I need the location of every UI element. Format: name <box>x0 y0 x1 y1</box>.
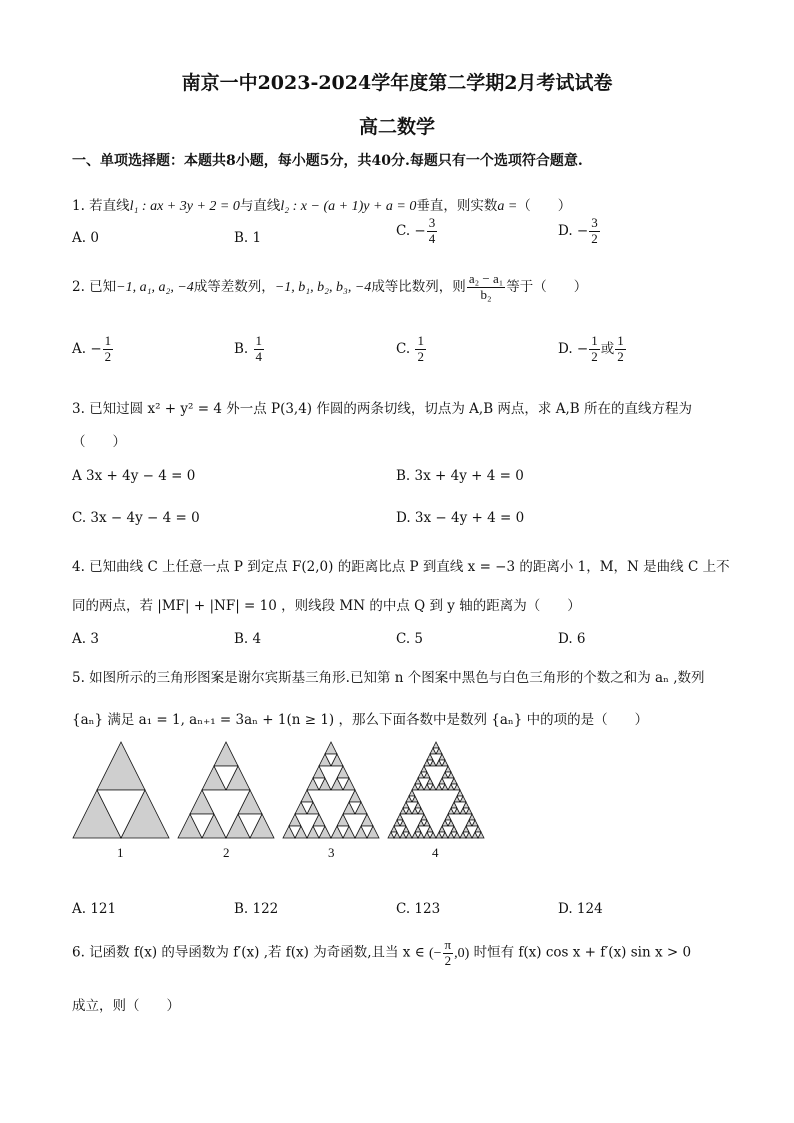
question-1 <box>72 194 571 215</box>
q1-text-1: 1. 若直线 <box>72 198 130 214</box>
q5-option-b: B. 122 <box>234 901 279 917</box>
q2-option-d: D. − $\frac{1}{2}$ 或 $\frac{1}{2}$ <box>558 333 624 364</box>
q2-option-d-fraction-1: $\frac{1}{2}$ <box>591 333 598 364</box>
question-4-line-2: 同的两点，若 |MF| + |NF| = 10 ，则线段 MN 的中点 Q 到 y 轴的距离为（ ） <box>72 598 581 614</box>
q3-option-d: D. 3x − 4y + 4 = 0 <box>396 510 525 526</box>
question-3-line-2: （ ） <box>72 434 126 450</box>
q2-option-c-fraction: $\frac{1}{2}$ <box>417 333 424 364</box>
q5-option-d: D. 124 <box>558 901 603 917</box>
q1-option-c-fraction: $\frac{3}{4}$ <box>428 215 436 246</box>
q2-option-a: A. − $\frac{1}{2}$ <box>72 333 112 364</box>
question-6-line-2: 成立，则（ ） <box>72 998 180 1014</box>
q4-option-b: B. 4 <box>234 631 262 647</box>
figure-label-4: 4 <box>432 845 439 860</box>
q3-option-a: A 3x + 4y − 4 = 0 <box>72 468 196 484</box>
question-5-line-1: 5. 如图所示的三角形图案是谢尔宾斯基三角形.已知第 n 个图案中黑色与白色三角形的个数之和为 aₙ ,数列 <box>72 670 705 686</box>
figure-label-3: 3 <box>328 845 335 860</box>
q1-line-l1: l₁ : ax + 3y + 2 = 0 <box>129 199 240 214</box>
figure-label-2: 2 <box>223 845 230 860</box>
q1-text-4: （ ） <box>517 198 572 214</box>
q1-option-b: B. 1 <box>234 230 262 246</box>
q1-option-c-label: C. − <box>396 222 426 239</box>
q3-option-c: C. 3x − 4y − 4 = 0 <box>72 510 200 526</box>
section-heading: 一、单项选择题：本题共8小题，每小题5分，共40分.每题只有一个选项符合题意. <box>72 153 583 169</box>
sierpinski-figure-1 <box>73 742 169 838</box>
q1-text-3: 垂直，则实数 <box>416 198 498 214</box>
q2-option-d-fraction-2: $\frac{1}{2}$ <box>617 333 624 364</box>
q6-text-1: 6. 记函数 f(x) 的导函数为 f′(x) ,若 f(x) 为奇函数,且当 x ∈ <box>72 944 425 961</box>
q1-option-a: A. 0 <box>72 230 99 246</box>
q3-option-b: B. 3x + 4y + 4 = 0 <box>396 468 524 484</box>
shaded-triangle <box>97 742 145 790</box>
q2-fraction: $\frac{\text{a₂ − a₁}}{\text{b₂}}$ <box>468 271 504 302</box>
q2-text-1: 2. 已知 <box>72 278 117 295</box>
q1-option-d-label: D. − <box>558 222 589 239</box>
question-4-line-1: 4. 已知曲线 C 上任意一点 P 到定点 F(2,0) 的距离比点 P 到直线 x = −3 的距离小 1，M，N 是曲线 C 上不 <box>72 559 730 575</box>
question-2 <box>72 272 587 303</box>
q2-text-4: 等于（ ） <box>506 278 588 295</box>
q2-seq-2: −1, b₁, b₂, b₃, −4 <box>274 279 372 295</box>
exam-title: 南京一中2023-2024学年度第二学期2月考试试卷 <box>181 72 613 94</box>
question-3-line-1: 3. 已知过圆 x² + y² = 4 外一点 P(3,4) 作圆的两条切线，切点为 A,B 两点，求 A,B 所在的直线方程为 <box>72 401 692 417</box>
exam-subtitle: 高二数学 <box>358 116 435 138</box>
q6-text-2: 时恒有 f(x) cos x + f′(x) sin x > 0 <box>473 944 692 961</box>
q5-option-c: C. 123 <box>396 901 441 917</box>
sierpinski-figures <box>70 740 490 866</box>
q6-interval: (− $\frac{\pi}{2}$ ,0) <box>428 937 470 968</box>
q1-option-c <box>396 216 438 247</box>
question-6-line-1 <box>72 938 691 969</box>
figure-label-1: 1 <box>117 845 124 860</box>
shaded-triangle <box>433 742 439 748</box>
question-5-line-2: {aₙ} 满足 a₁ = 1, aₙ₊₁ = 3aₙ + 1(n ≥ 1) ，那么下面各数中是数列 {aₙ} 中的项的是（ ） <box>72 712 649 728</box>
q1-option-d <box>558 216 601 247</box>
q2-option-b: B. $\frac{1}{4}$ <box>234 333 263 364</box>
q2-text-2: 成等差数列， <box>193 278 275 295</box>
q2-option-b-fraction: $\frac{1}{4}$ <box>255 333 263 364</box>
q1-var: a = <box>497 199 518 214</box>
q1-text-2: 与直线 <box>239 198 281 214</box>
q1-line-l2: l₂ : x − (a + 1)y + a = 0 <box>280 199 417 214</box>
q2-seq-1: −1, a₁, a₂, −4 <box>116 279 194 295</box>
sierpinski-figure-4 <box>388 742 484 838</box>
shaded-triangle <box>214 742 238 766</box>
q2-text-3: 成等比数列，则 <box>371 278 466 295</box>
q5-option-a: A. 121 <box>72 901 117 917</box>
sierpinski-figure-3 <box>283 742 379 838</box>
q2-option-c: C. $\frac{1}{2}$ <box>396 333 424 364</box>
q4-option-d: D. 6 <box>558 631 586 647</box>
q2-option-a-fraction: $\frac{1}{2}$ <box>104 333 112 364</box>
shaded-triangle <box>325 742 337 754</box>
q1-option-d-fraction: $\frac{3}{2}$ <box>591 215 598 246</box>
sierpinski-figure-2 <box>178 742 274 838</box>
q4-option-a: A. 3 <box>72 631 99 647</box>
q4-option-c: C. 5 <box>396 631 424 647</box>
